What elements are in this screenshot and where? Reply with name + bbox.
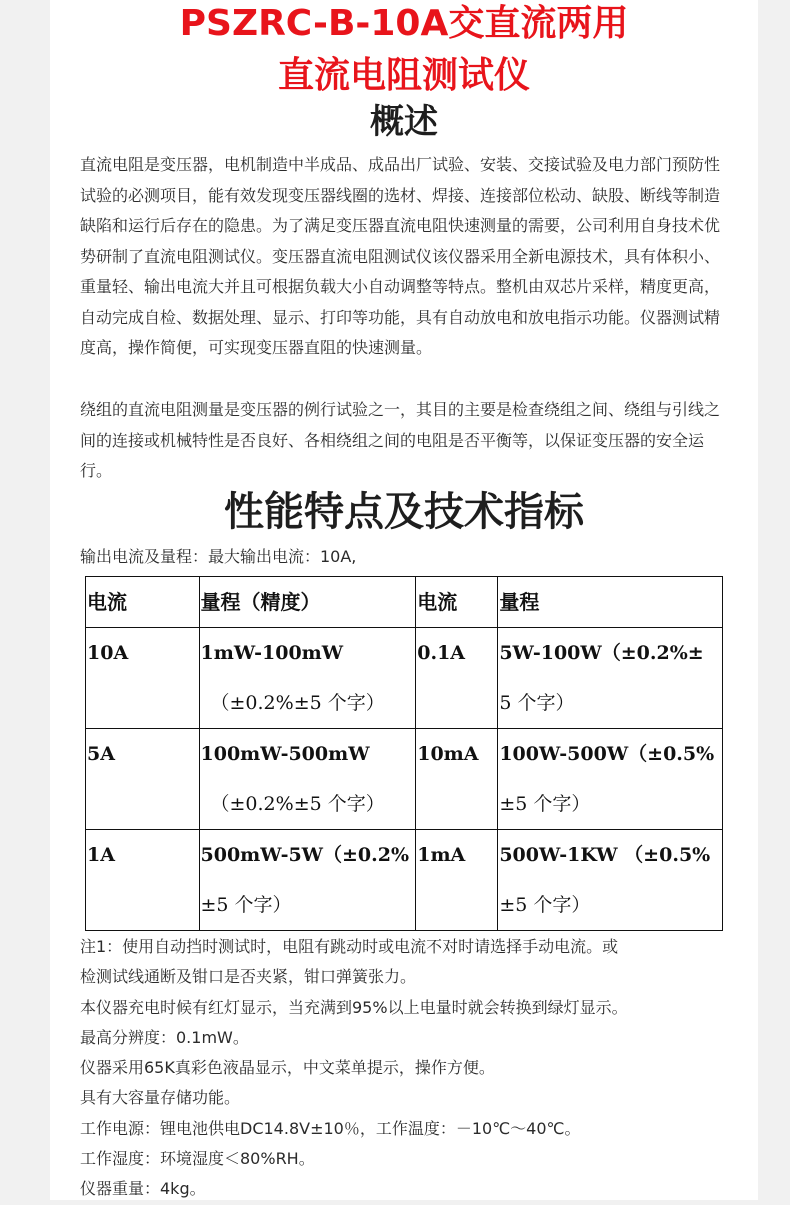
- note-line: 本仪器充电时候有红灯显示，当充满到95%以上电量时就会转换到绿灯显示。: [80, 997, 628, 1017]
- overview-heading: 概述: [370, 102, 438, 142]
- range-value: 5W-100W（±0.2%±: [499, 642, 704, 664]
- range-value: 500W-1KW （±0.5%: [499, 844, 711, 866]
- note-line: 检测试线通断及钳口是否夹紧，钳口弹簧张力。: [80, 967, 417, 987]
- table-row: [86, 628, 723, 729]
- cell-range: [498, 729, 723, 830]
- accuracy-value: ±5 个字）: [200, 894, 292, 916]
- accuracy-value: （±0.2%±5 个字）: [210, 793, 385, 815]
- spec-table: [85, 576, 723, 931]
- table-row: [86, 729, 723, 830]
- output-current-line: 输出电流及量程：最大输出电流：10A,: [80, 547, 357, 566]
- note-line: 最高分辨度：0.1mW。: [80, 1027, 249, 1047]
- cell-current: 1A: [86, 830, 200, 931]
- cell-range: [199, 830, 416, 931]
- features-heading: 性能特点及技术指标: [224, 489, 584, 535]
- cell-range: [199, 628, 416, 729]
- header-current-a: 电流: [86, 577, 200, 628]
- cell-current: 10mA: [416, 729, 498, 830]
- accuracy-value: 5 个字）: [499, 692, 575, 714]
- overview-paragraph-1: 直流电阻是变压器，电机制造中半成品、成品出厂试验、安装、交接试验及电力部门预防性试验的必测项目，能有效发现变压器线圈的选材、焊接、连接部位松动、缺股、断线等制造缺陷和运行后存在的隐患。为了满足变压器直流电阻快速测量的需要，公司利用自身技术优势研制了直流电阻测试仪。变压器直流电阻测试仪该仪器采用全新电源技术，具有体积小、重量轻、输出电流大并且可根据负载大小自动调整等特点。整机由双芯片采样，精度更高，自动完成自检、数据处理、显示、打印等功能，具有自动放电和放电指示功能。仪器测试精度高，操作简便，可实现变压器直阻的快速测量。: [80, 155, 721, 357]
- cell-current: 0.1A: [416, 628, 498, 729]
- overview-paragraph-2: 绕组的直流电阻测量是变压器的例行试验之一，其目的主要是检查绕组之间、绕组与引线之间的连接或机械特性是否良好、各相绕组之间的电阻是否平衡等，以保证变压器的安全运行。: [80, 400, 721, 480]
- product-page: [50, 0, 758, 1200]
- note-line: 工作电源：锂电池供电DC14.8V±10％，工作温度：－10℃～40℃。: [80, 1118, 581, 1138]
- range-value: 100W-500W（±0.5%: [499, 743, 715, 765]
- accuracy-value: ±5 个字）: [499, 793, 591, 815]
- range-value: 1mW-100mW: [200, 642, 344, 664]
- cell-range: [498, 628, 723, 729]
- spec-table-header-row: [86, 577, 723, 628]
- cell-current: 10A: [86, 628, 200, 729]
- cell-range: [498, 830, 723, 931]
- spec-notes: [80, 932, 730, 1205]
- accuracy-value: ±5 个字）: [499, 894, 591, 916]
- note-line: 注1：使用自动挡时测试时，电阻有跳动时或电流不对时请选择手动电流。或: [80, 937, 619, 956]
- cell-current: 5A: [86, 729, 200, 830]
- header-current-b: 电流: [416, 577, 498, 628]
- product-title-line1: PSZRC-B-10A交直流两用: [179, 3, 629, 44]
- header-range: 量程: [498, 577, 723, 628]
- note-line: 仪器采用65K真彩色液晶显示，中文菜单提示，操作方便。: [80, 1058, 495, 1078]
- accuracy-value: （±0.2%±5 个字）: [210, 692, 385, 714]
- note-line: 具有大容量存储功能。: [80, 1088, 241, 1108]
- range-value: 100mW-500mW: [200, 743, 370, 765]
- cell-current: 1mA: [416, 830, 498, 931]
- header-range-accuracy: 量程（精度）: [199, 577, 416, 628]
- note-line: 仪器重量：4kg。: [80, 1179, 206, 1199]
- note-line: 工作湿度：环境湿度＜80%RH。: [80, 1149, 315, 1169]
- product-title-line2: 直流电阻测试仪: [277, 55, 530, 96]
- range-value: 500mW-5W（±0.2%: [200, 844, 410, 866]
- cell-range: [199, 729, 416, 830]
- table-row: [86, 830, 723, 931]
